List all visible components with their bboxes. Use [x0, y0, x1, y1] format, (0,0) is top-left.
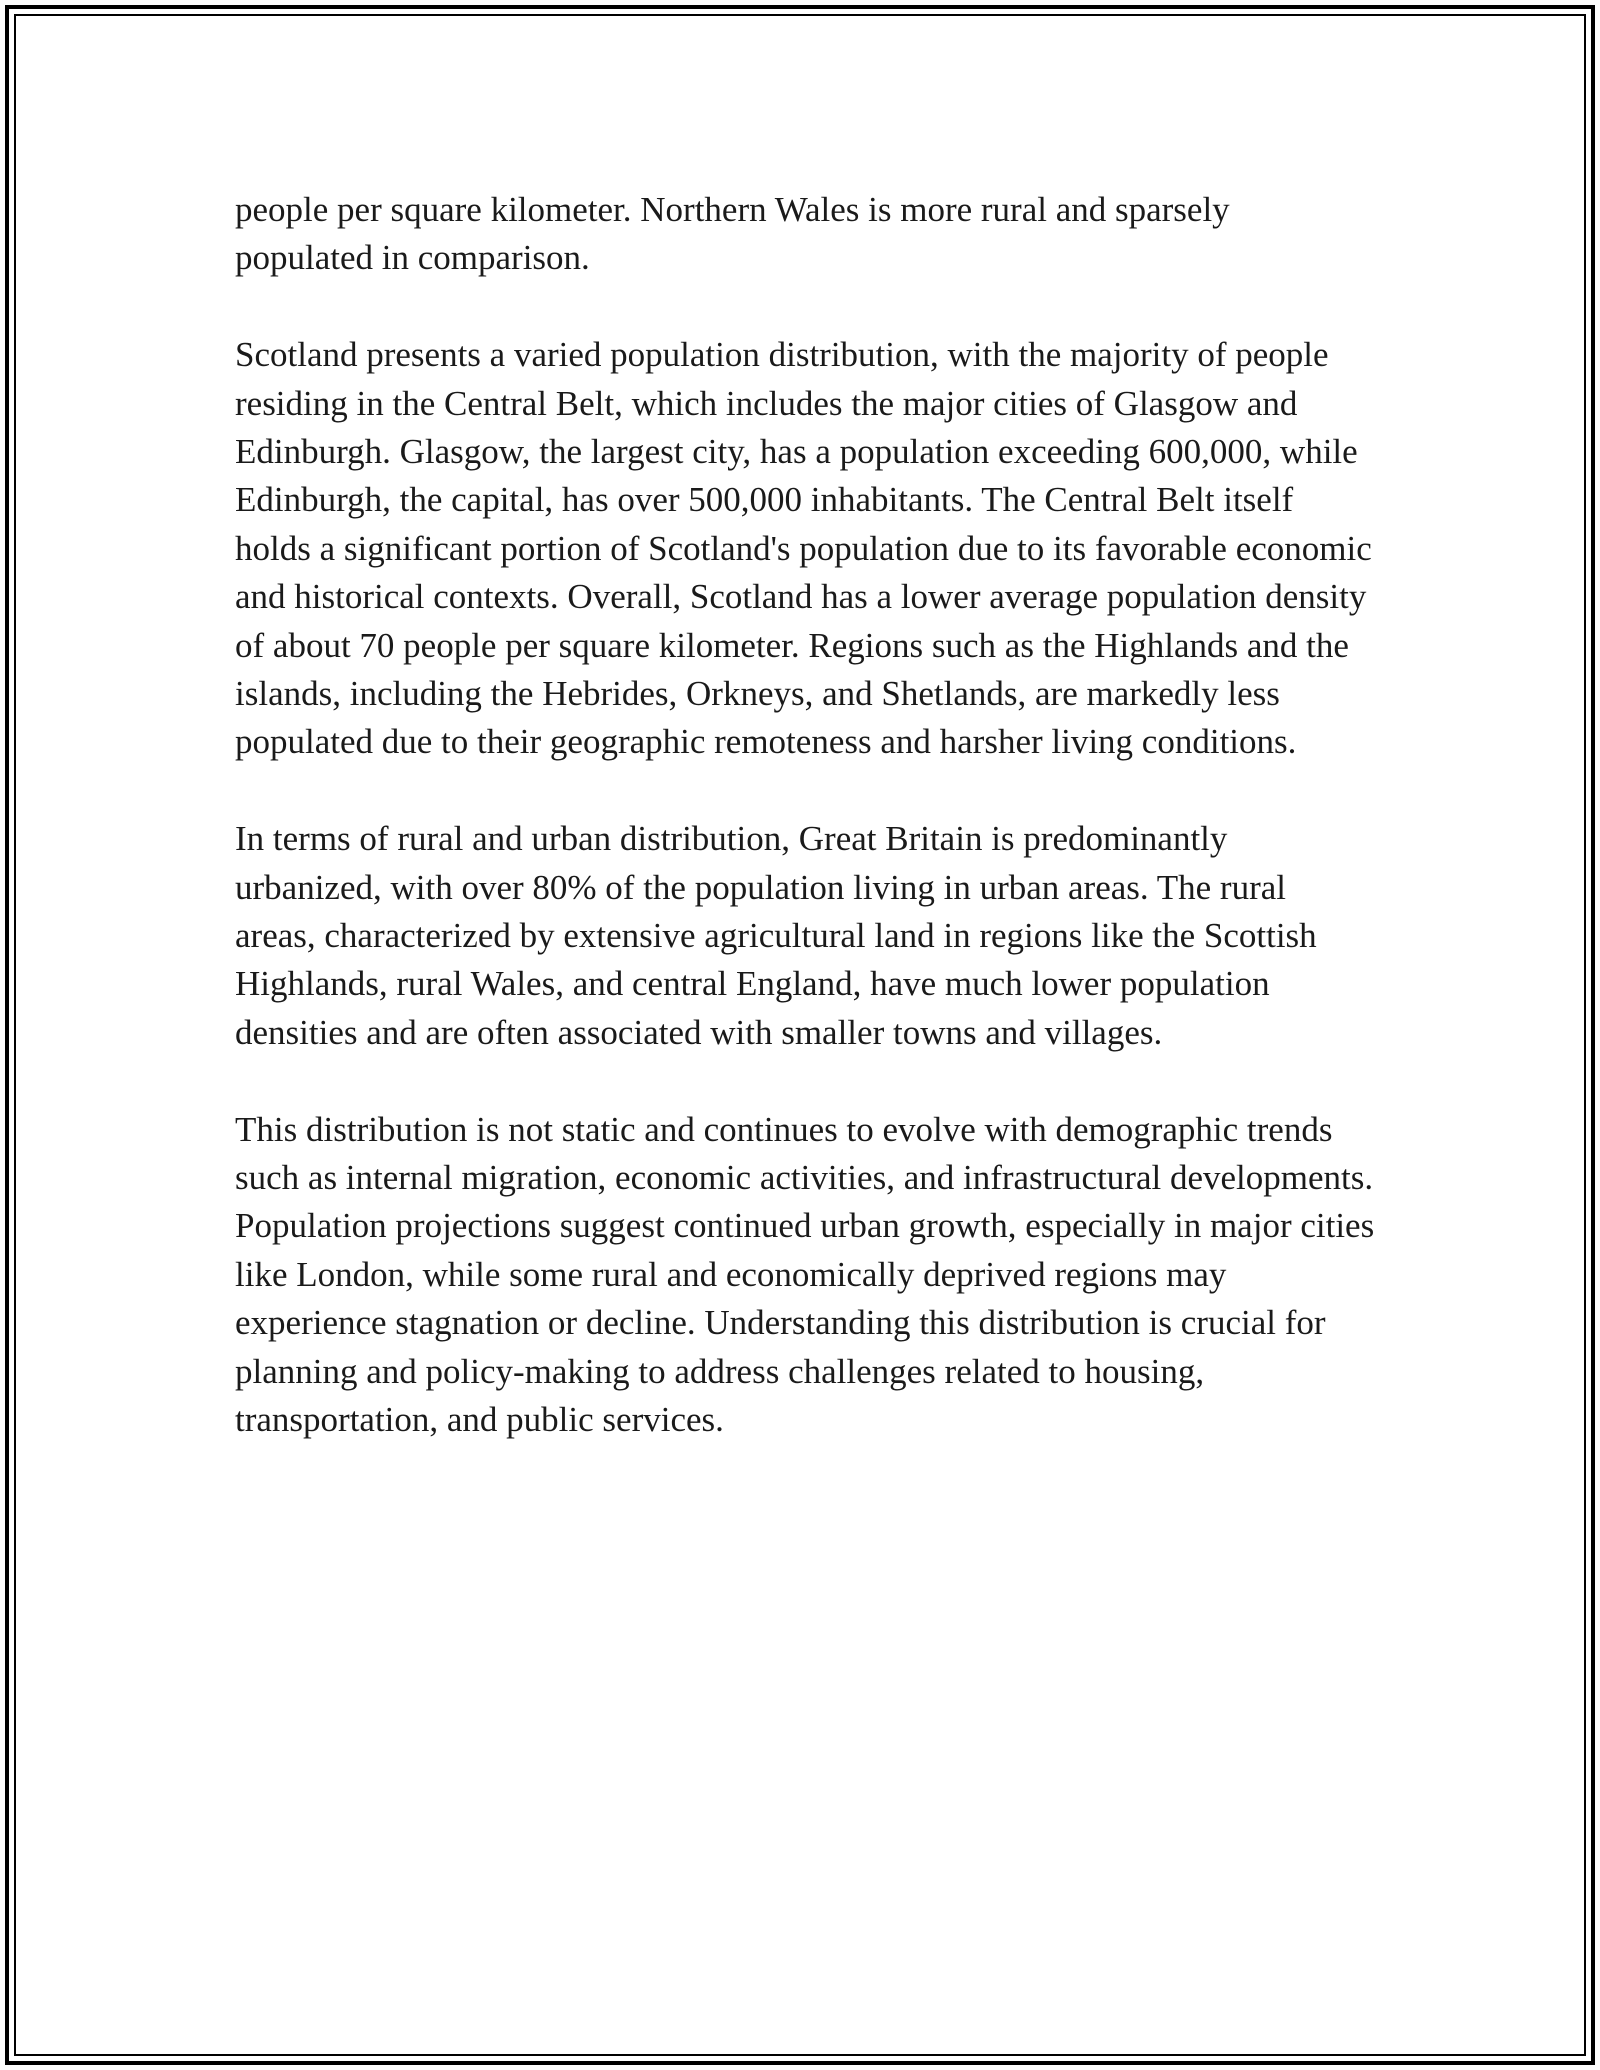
paragraph-wales-density: people per square kilometer. Northern Wales is more rural and sparsely populated in comparison. [235, 190, 1230, 278]
paragraph-scotland-distribution: Scotland presents a varied population distribution, with the majority of people residing in the Central Belt, which includes the major cities of Glasgow and Edinburgh. Glasgow, the largest city, has a population exceeding 600,000, while Edinburgh, the capital, has over 500,000 inhabitants. The Central Belt itself holds a significant portion of Scotland's population due to its favorable economic and historical contexts. Overall, Scotland has a lower average population density of about 70 people per square kilometer. Regions such as the Highlands and the islands, including the Hebrides, Orkneys, and Shetlands, are markedly less populated due to their geographic remoteness and harsher living conditions. [235, 335, 1372, 762]
paragraph-trends: This distribution is not static and continues to evolve with demographic trends such as internal migration, economic activities, and infrastructural developments. Population projections suggest continued urban growth, especially in major cities like London, while some rural and economically deprived regions may experience stagnation or decline. Understanding this distribution is crucial for planning and policy-making to address challenges related to housing, transportation, and public services. [235, 1109, 1375, 1440]
document-body [235, 186, 1375, 1445]
paragraph-rural-urban: In terms of rural and urban distribution, Great Britain is predominantly urbanized, with over 80% of the population living in urban areas. The rural areas, characterized by extensive agricultural land in regions like the Scottish Highlands, rural Wales, and central England, have much lower population densities and are often associated with smaller towns and villages. [235, 819, 1317, 1052]
